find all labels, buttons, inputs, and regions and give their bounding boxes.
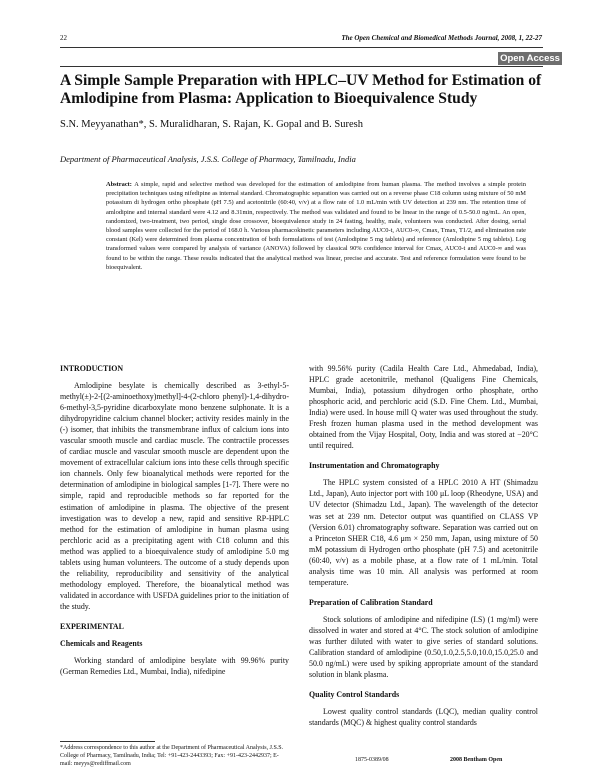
- quality-control-heading: Quality Control Standards: [309, 690, 400, 700]
- chemicals-paragraph: Working standard of amlodipine besylate with 99.96% purity (German Remedies Ltd., Mumbai, India), nifedipine: [60, 655, 289, 677]
- instrumentation-heading: Instrumentation and Chromatography: [309, 461, 440, 471]
- header-rule: [60, 47, 543, 48]
- page-number: 22: [60, 34, 67, 42]
- footer-issn: 1875-0389/08: [355, 757, 389, 763]
- instrumentation-paragraph: The HPLC system consisted of a HPLC 2010 A HT (Shimadzu Ltd., Japan), Auto injector port with 100 μL loop (Rheodyne, USA) and UV detector (Shimadzu Ltd., Japan). The wavelength of the detector was set at 239 nm. Detector output was quantified on CLASS VP (Version 6.01) chromatography software. Separation was carried out on a Princeton SHER C18, 4.6 μm × 250 mm, Japan, using mixture of 50 mM potassium di Hydrogen ortho phosphate (pH 7.5) and acetonitrile (60:40, v/v) as a mobile phase, at a flow rate of 1 mL/min. Total analysis time was 10 min. All analysis was performed at room temperature.: [309, 478, 538, 587]
- introduction-heading: INTRODUCTION: [60, 364, 124, 373]
- right-column: [309, 363, 538, 728]
- journal-citation: The Open Chemical and Biomedical Methods Journal, 2008, 1, 22-27: [341, 34, 542, 42]
- footer-publisher: 2008 Bentham Open: [450, 757, 503, 763]
- affiliation: Department of Pharmaceutical Analysis, J.S.S. College of Pharmacy, Tamilnadu, India: [60, 154, 356, 164]
- chemicals-paragraph-continued: with 99.56% purity (Cadila Health Care Ltd., Ahmedabad, India), HPLC grade acetonitrile, methanol (Qualigens Fine Chemicals, Mumbai, India), potassium dihydrogen ortho phosphate, ortho phosphoric acid, and perchloric acid (S.D. Fine Chem. Ltd., Mumbai, India) were used. In house mill Q water was used throughout the study. Fresh frozen human plasma used in the method development was obtained from the Vijay Hospital, Ooty, India and was stored at −20°C until required.: [309, 364, 538, 451]
- running-header: [60, 34, 542, 42]
- left-column: [60, 363, 289, 677]
- footnote-rule: [60, 741, 155, 742]
- authors: S.N. Meyyanathan*, S. Muralidharan, S. Rajan, K. Gopal and B. Suresh: [60, 119, 363, 130]
- abstract-label: Abstract:: [106, 181, 132, 188]
- header-rule-lower: [60, 66, 543, 67]
- calibration-heading: Preparation of Calibration Standard: [309, 597, 433, 607]
- quality-control-paragraph: Lowest quality control standards (LQC), median quality control standards (MQC) & highest quality control standards: [309, 707, 538, 728]
- abstract: [106, 180, 526, 272]
- correspondence-footnote: *Address correspondence to this author at the Department of Pharmaceutical Analysis, J.S.S. College of Pharmacy, Tamilnadu, India; Tel: +91-423-2443393; Fax: +91-423-2442937; E-mail: meyys@rediffmail.com: [60, 745, 284, 767]
- chemicals-heading: Chemicals and Reagents: [60, 638, 143, 648]
- calibration-paragraph: Stock solutions of amlodipine and nifedipine (I.S) (1 mg/ml) were dissolved in water and stored at 4°C. The stock solution of amlodipine was further diluted with water to give series of standard solutions. Calibration standard of amlodipine (0.50,1.0,2.5,5.0,10.0,15.0,25.0 and 50.0 ng/mL) were used by spiking appropriate amount of the standard solution in blank plasma.: [309, 614, 538, 680]
- experimental-heading: EXPERIMENTAL: [60, 621, 124, 631]
- open-access-badge: Open Access: [498, 52, 562, 65]
- article-title: A Simple Sample Preparation with HPLC–UV Method for Estimation of Amlodipine from Plasma: Application to Bioequivalence Study: [60, 72, 542, 107]
- abstract-text: A simple, rapid and selective method was developed for the estimation of amlodipine from human plasma. The method involves a simple protein precipitation techniques using nifedipine as internal standard. Chromatographic separation was carried out on a reverse phase C18 column using mixture of 50 mM potassium di hydrogen ortho phosphate (pH 7.5) and acetonitrile (60:40, v/v) at a flow rate of 1.0 mL/min with UV detection at 239 nm. The retention time of amlodipine and internal standard were 4.12 and 8.31min, respectively. The method was validated and found to be linear in the range of 0.5-50.0 ng/mL. An open, randomized, two-treatment, two period, single dose crossover, bioequivalence study in 24 fasting, healthy, male, volunteers was conducted. After dosing, serial blood samples were collected for the period of 168.0 h. Various pharmacokinetic parameters including AUC0-t, AUC0-∞, Cmax, Tmax, T1/2, and elimination rate constant (Kel) were determined from plasma concentration of both formulations of test (Amlodipine 5 mg tablets) and reference (Amlodipine 5 mg tablets). Log transformed values were compared by analysis of variance (ANOVA) followed by classical 90% confidence interval for Cmax, AUC0-t and AUC0-∞ and was found to be within the range. These results indicated that the analytical method was linear, precise and accurate. Test and reference formulation were found to be bioequivalent.: [106, 181, 526, 271]
- introduction-paragraph: Amlodipine besylate is chemically described as 3-ethyl-5-methyl(±)-2-[(2-aminoethoxy)methyl]-4-(2-chloro phenyl)-1,4-dihydro-6-methyl-3,5-pyridine dicarboxylate mono benzene sulphonate. It is a dihydropyridine calcium channel blocker; activity resides mainly in the (-) isomer, that inhibits the transmembrane influx of calcium ions into vascular smooth muscle and cardiac muscle. The contractile processes of cardiac muscle and vascular smooth muscle are dependent upon the movement of extracellular calcium ions into these cells through specific ion channels. Only few bioanalytical methods were reported for the determination of amlodipine in biological samples [1-7]. There were no simple, rapid and reproducible methods so far reported for the estimation of amlodipine in plasma. The objective of the present investigation was to develop a new, rapid and sensitive RP-HPLC method for the estimation of amlodipine in human plasma using perchloric acid as a precipitating agent with C18 column and this method was applied to a bioequivalence study of amlodipine 5.0 mg tablets using human volunteers. The outcome of a study depends upon the reliability, reproducibility and sensitivity of the analytical methodology employed. Therefore, the bioanalytical method was validated in accordance with USFDA guidelines prior to the initiation of the study.: [60, 381, 289, 611]
